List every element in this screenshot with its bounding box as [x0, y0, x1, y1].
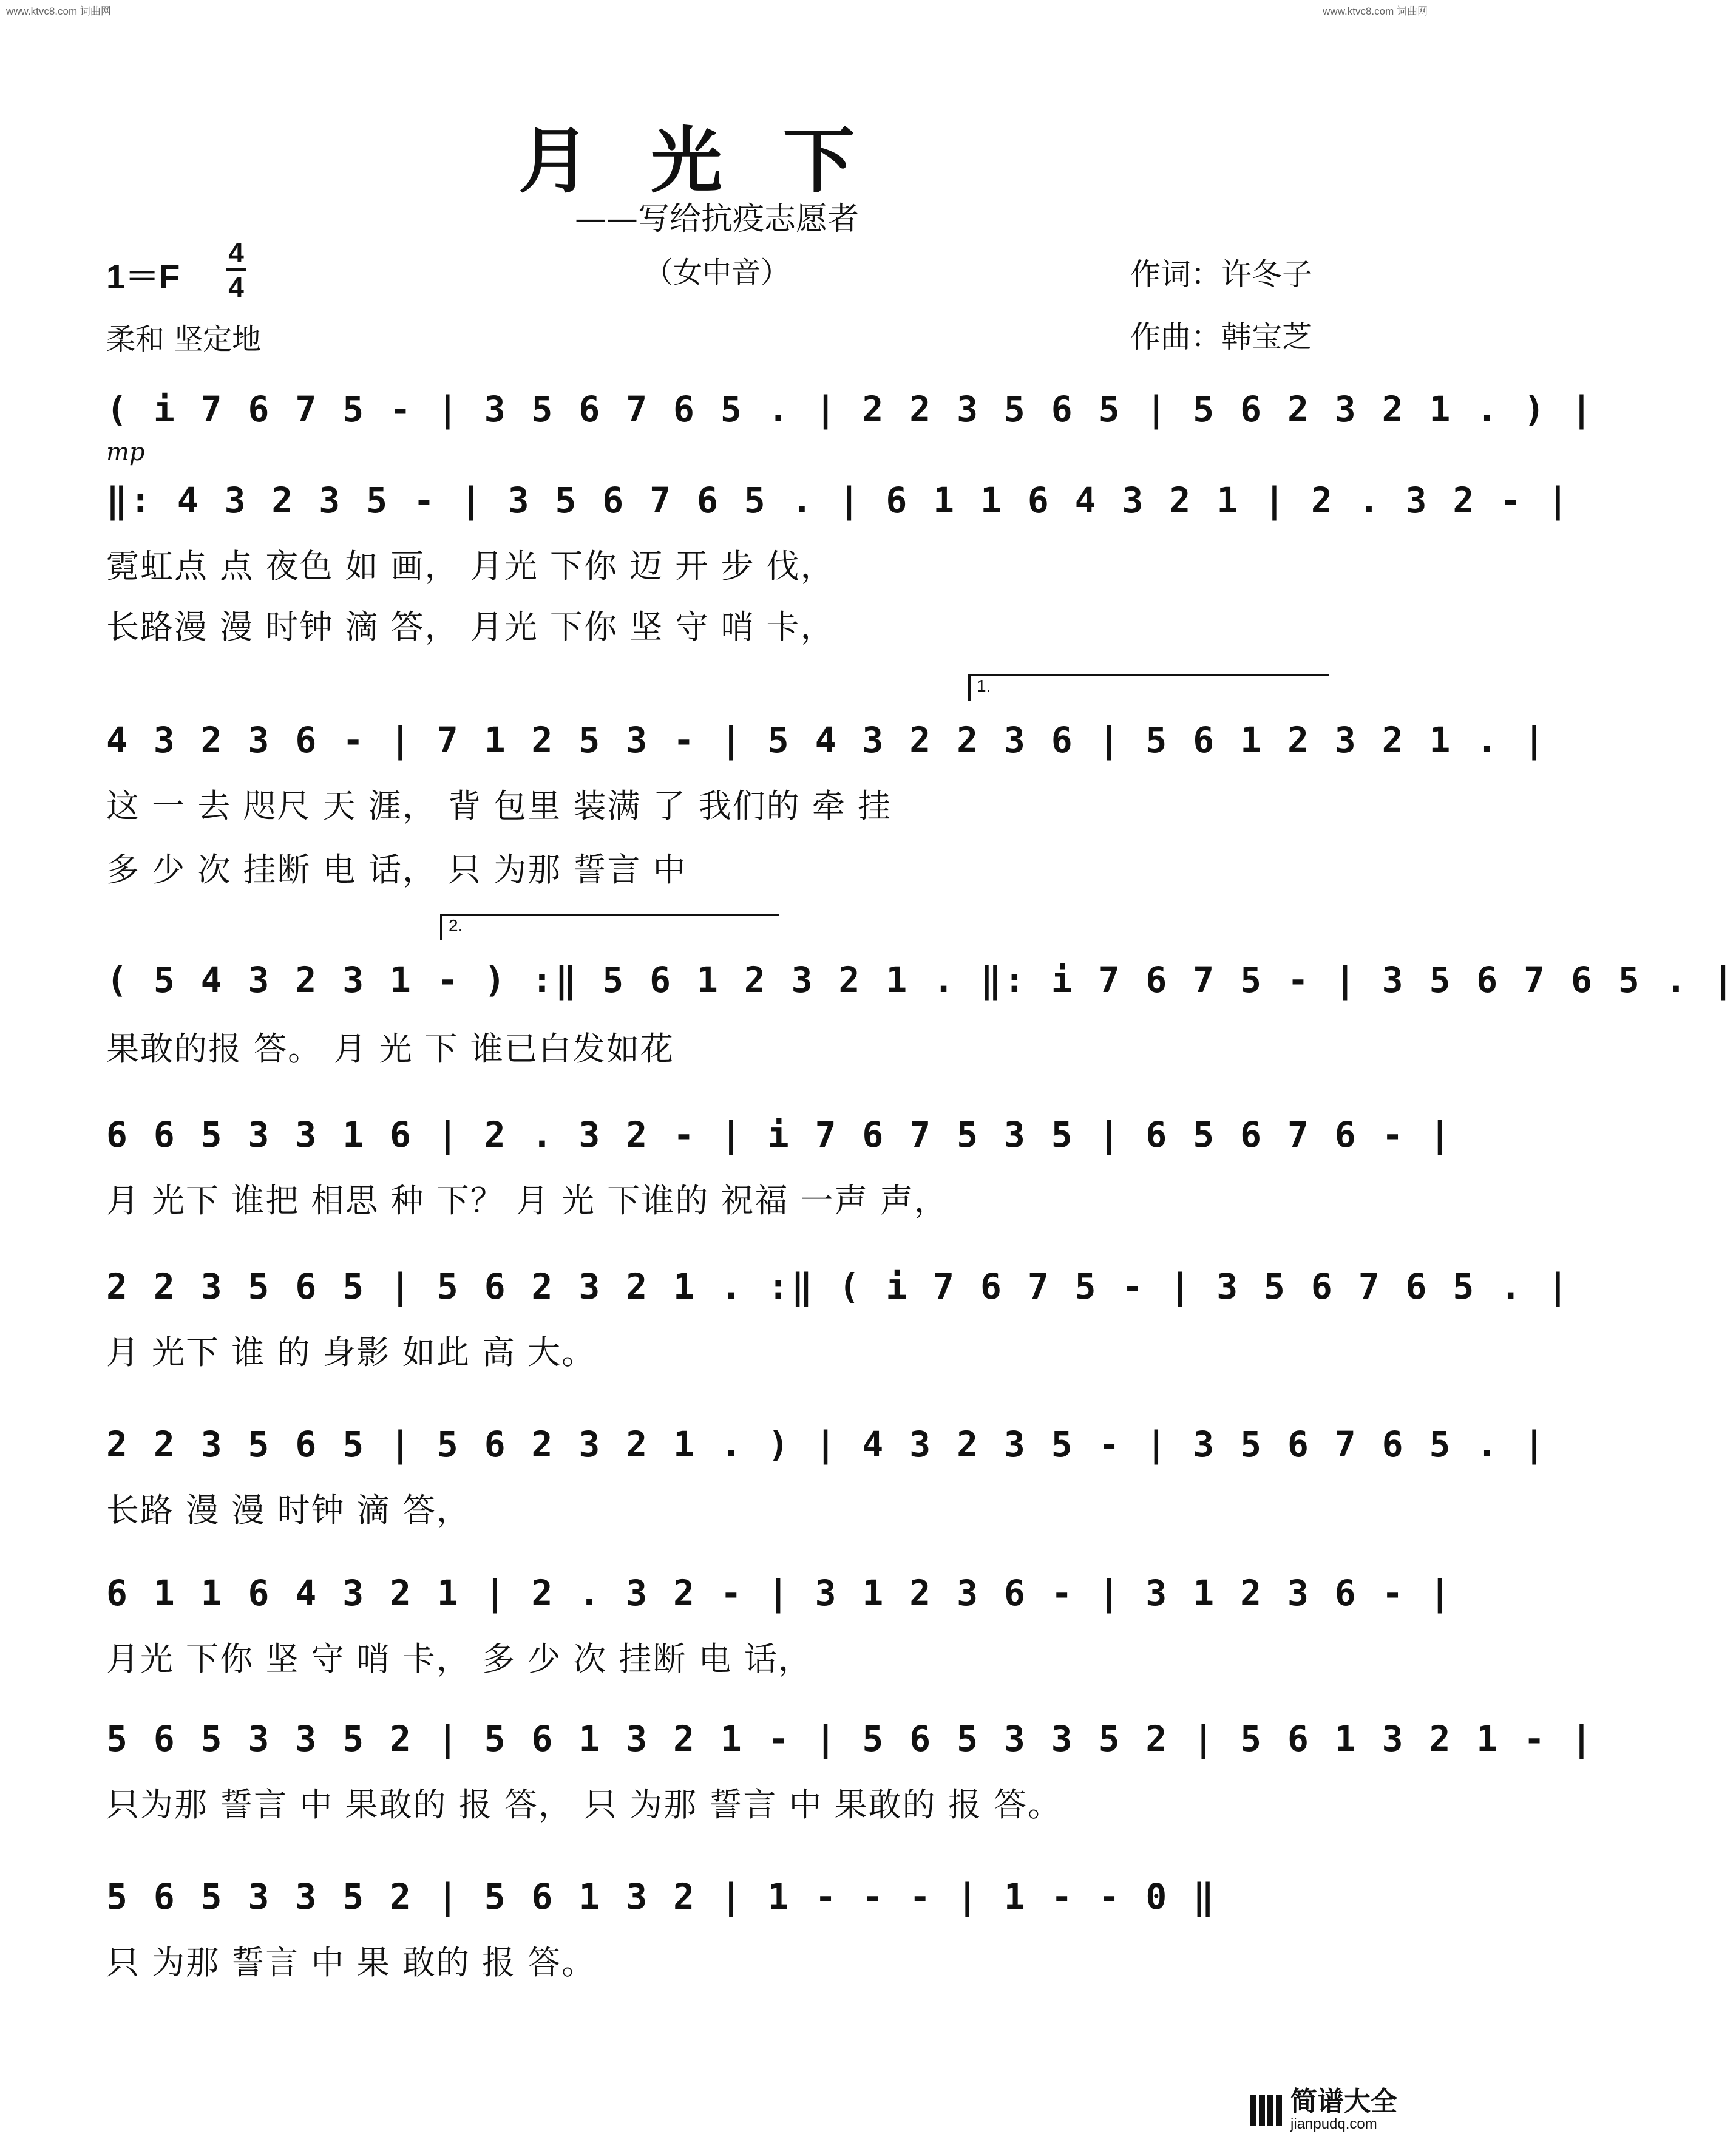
lyric-line: 这 一 去 咫尺 天 涯， 背 包里 装满 了 我们的 牵 挂 — [106, 787, 892, 825]
lyricist: 作词：许冬子 — [1130, 257, 1312, 292]
first-ending-bracket: 1. — [968, 674, 1329, 701]
lyric-line: 月 光下 谁把 相思 种 下？ 月 光 下谁的 祝福 一声 声， — [106, 1181, 948, 1220]
lyric-line: 月 光下 谁 的 身影 如此 高 大。 — [106, 1333, 596, 1371]
notation-line: ( 5 4 3 2 3 1 - ) :‖ 5 6 1 2 3 2 1 . ‖: i 7 6 7 5 - | 3 5 6 7 6 5 . | — [106, 959, 1736, 1001]
logo-url: jianpudq.com — [1290, 2116, 1377, 2132]
key-signature: 1＝F — [106, 257, 180, 296]
notation-line: 6 1 1 6 4 3 2 1 | 2 . 3 2 - | 3 1 2 3 6 - | 3 1 2 3 6 - | — [106, 1572, 1453, 1614]
notation-line: ( i 7 6 7 5 - | 3 5 6 7 6 5 . | 2 2 3 5 6 5 | 5 6 2 3 2 1 . ) | — [106, 389, 1595, 430]
notation-line: ‖: 4 3 2 3 5 - | 3 5 6 7 6 5 . | 6 1 1 6 4 3 2 1 | 2 . 3 2 - | — [106, 480, 1571, 521]
time-signature-top: 4 — [228, 237, 244, 268]
logo-name: 简谱大全 — [1290, 2086, 1397, 2117]
lyric-line: 长路 漫 漫 时钟 滴 答， — [106, 1491, 470, 1529]
lyric-line: 霓虹点 点 夜色 如 画， 月光 下你 迈 开 步 伐， — [106, 547, 835, 585]
time-signature — [226, 238, 246, 302]
voice-type: （女中音） — [643, 256, 790, 290]
site-logo — [1250, 2088, 1397, 2133]
lyric-line: 果敢的报 答。 月 光 下 谁已白发如花 — [106, 1030, 674, 1068]
notation-line: 5 6 5 3 3 5 2 | 5 6 1 3 2 | 1 - - - | 1 - - 0 ‖ — [106, 1876, 1217, 1917]
second-ending-bracket: 2. — [440, 914, 779, 940]
piano-keys-icon — [1250, 2095, 1282, 2126]
composer: 作曲：韩宝芝 — [1130, 319, 1312, 355]
watermark-left: www.ktvc8.com 词曲网 — [6, 5, 111, 17]
lyric-line: 多 少 次 挂断 电 话， 只 为那 誓言 中 — [106, 851, 687, 889]
notation-line: 2 2 3 5 6 5 | 5 6 2 3 2 1 . :‖ ( i 7 6 7 5 - | 3 5 6 7 6 5 . | — [106, 1266, 1571, 1307]
lyric-line: 长路漫 漫 时钟 滴 答， 月光 下你 坚 守 哨 卡， — [106, 608, 835, 646]
lyric-line: 只为那 誓言 中 果敢的 报 答， 只 为那 誓言 中 果敢的 报 答。 — [106, 1786, 1062, 1824]
notation-line: 2 2 3 5 6 5 | 5 6 2 3 2 1 . ) | 4 3 2 3 5 - | 3 5 6 7 6 5 . | — [106, 1424, 1548, 1465]
watermark-right: www.ktvc8.com 词曲网 — [1323, 5, 1428, 17]
time-signature-bottom: 4 — [228, 271, 244, 303]
dynamic-marking: mp — [106, 438, 145, 466]
lyric-line: 月光 下你 坚 守 哨 卡， 多 少 次 挂断 电 话， — [106, 1640, 812, 1678]
song-title: 月光下 — [518, 118, 915, 203]
tempo-marking: 柔和 坚定地 — [106, 322, 262, 356]
notation-line: 5 6 5 3 3 5 2 | 5 6 1 3 2 1 - | 5 6 5 3 3 5 2 | 5 6 1 3 2 1 - | — [106, 1718, 1595, 1759]
notation-line: 4 3 2 3 6 - | 7 1 2 5 3 - | 5 4 3 2 2 3 6 | 5 6 1 2 3 2 1 . | — [106, 719, 1548, 761]
song-subtitle: ——写给抗疫志愿者 — [574, 201, 859, 237]
lyric-line: 只 为那 誓言 中 果 敢的 报 答。 — [106, 1943, 596, 1982]
notation-line: 6 6 5 3 3 1 6 | 2 . 3 2 - | i 7 6 7 5 3 5 | 6 5 6 7 6 - | — [106, 1114, 1453, 1155]
